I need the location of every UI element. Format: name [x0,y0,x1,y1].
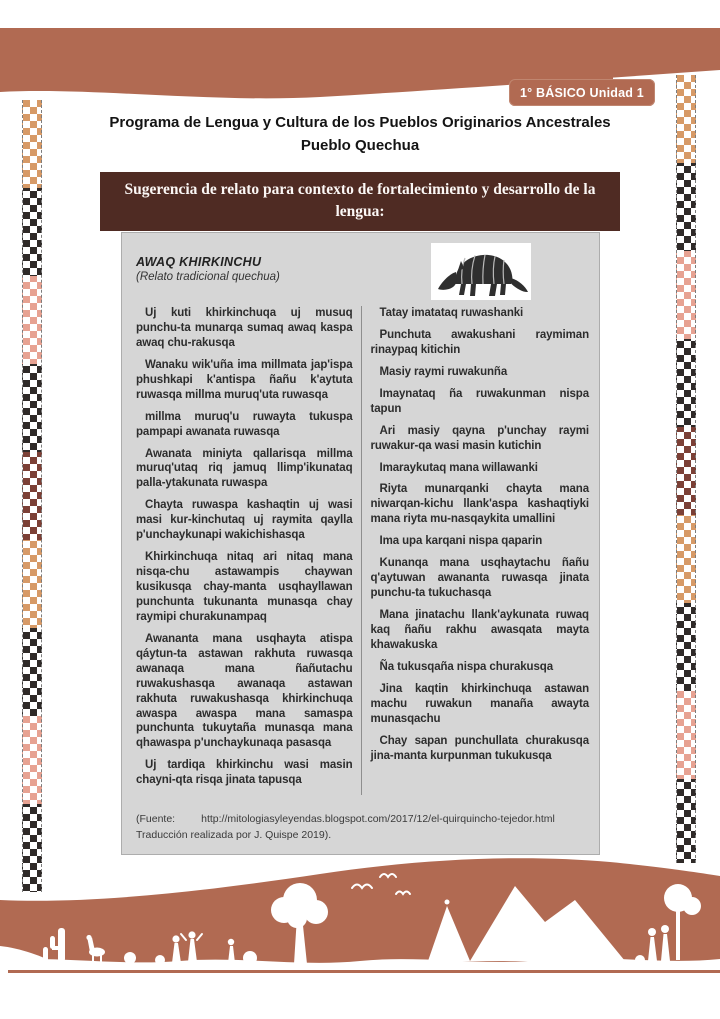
source-note [136,811,591,844]
story-paragraph: Uj kuti khirkinchuqa uj musuq punchu-ta munarqa sumaq awaq kaspa awaq chu-rakusqa [136,307,353,349]
page-title-line-2: Pueblo Quechua [300,136,420,154]
section-banner [100,172,620,231]
story-subtitle: (Relato tradicional quechua) [136,271,280,283]
source-label: (Fuente: [136,813,176,826]
left-border-pattern [22,100,42,892]
story-paragraph: Masiy raymi ruwakunña [379,365,508,378]
story-title: AWAQ KHIRKINCHU [136,255,262,269]
unit-badge [509,79,655,106]
story-header [130,241,591,300]
story-paragraph: Ari masiy qayna p'unchay raymi ruwakur-qa wasi masin kutichin [370,424,589,452]
story-paragraph: Awananta mana usqhayta atispa qáytun-ta astawan rakhuta ruwasqa awanaqa mana ñañutachu ruwakushasqa awanaqa astawan rakhuta ruwakushasqa khirkinchuqa awaspa awaspa mana samaspa punchunta tukuytaña munasqa mana qhawaspa p'unchaykunaqa pasasqa [136,632,353,750]
story-paragraph: Awanata miniyta qallarisqa millma muruq'utaq riq jamuq llimp'ikunataq palla-ytakunata ruwaspa [136,447,353,490]
page-title-line-1: Programa de Lengua y Cultura de los Pueblos Originarios Ancestrales [109,114,611,131]
story-paragraph: Imaraykutaq mana willawanki [379,461,538,474]
story-box [121,232,600,855]
story-columns [130,306,591,795]
right-border-pattern [676,75,696,863]
page-title [80,112,640,157]
story-column-left [130,306,361,795]
story-paragraph: Khirkinchuqa nitaq ari nitaq mana nisqa-chu astawampis chaywan kusikusqa chay-manta usqhayllawan punchunta tukunanta munasqa chay raymipi churakunampaq [136,551,353,623]
story-paragraph: Ña tukusqaña nispa churakusqa [379,660,553,673]
source-line-2: Traducción realizada por J. Quispe 2019). [136,829,332,842]
story-paragraph: Riyta munarqanki chayta mana niwarqan-kichu llank'aspa kashaqtiyki mana riyta mu-nasqaykita umallini [370,483,589,526]
story-paragraph: Tatay imatataq ruwashanki [379,307,524,319]
story-paragraph: Mana jinatachu llank'aykunata ruwaq kaq ñañu rakhu awasqata mayta khawakuska [370,609,589,651]
story-column-right [361,306,592,795]
story-paragraph: Ima upa karqani nispa qaparin [379,535,543,548]
section-banner-text: Sugerencia de relato para contexto de fortalecimiento y desarrollo de la lengua: [124,181,596,221]
unit-badge-label: 1° BÁSICO Unidad 1 [520,85,644,100]
source-line-1 [136,811,591,827]
story-paragraph: millma muruq'u ruwayta tukuspa pampapi awanata ruwasqa [136,410,353,438]
story-paragraph: Chay sapan punchullata churakusqa jina-manta kurpunman tukukusqa [370,734,589,762]
armadillo-image [431,243,531,300]
story-paragraph: Jina kaqtin khirkinchuqa astawan machu ruwakun manaña awayta munasqachu [370,682,589,725]
source-url[interactable]: http://mitologiasyleyendas.blogspot.com/2017/12/el-quirquincho-tejedor.html [201,813,555,826]
story-paragraph: Chayta ruwaspa kashaqtin uj wasi masi kur-kinchutaq uj raymita qaylla p'unchaykunapi wakichishasqa [136,499,353,542]
story-titles [136,243,280,283]
story-paragraph: Uj tardiqa khirkinchu wasi masin chayni-qta risqa jinata tapusqa [136,759,353,787]
story-paragraph: Imaynataq ña ruwakunman nispa tapun [370,387,589,415]
landscape-silhouette-band [0,848,720,1018]
story-paragraph: Wanaku wik'uña ima millmata jap'ispa phushkapi k'antispa ñañu k'aytuta ruwasqa millma muruq'uta ruwasqa [136,358,353,401]
ground-line [8,970,720,973]
story-paragraph: Kunanqa mana usqhaytachu ñañu q'aytuwan awananta ruwasqa jinata punchu-ta tukuchasqa [370,557,589,600]
story-paragraph: Punchuta awakushani raymiman rinaypaq kitichin [370,328,589,356]
